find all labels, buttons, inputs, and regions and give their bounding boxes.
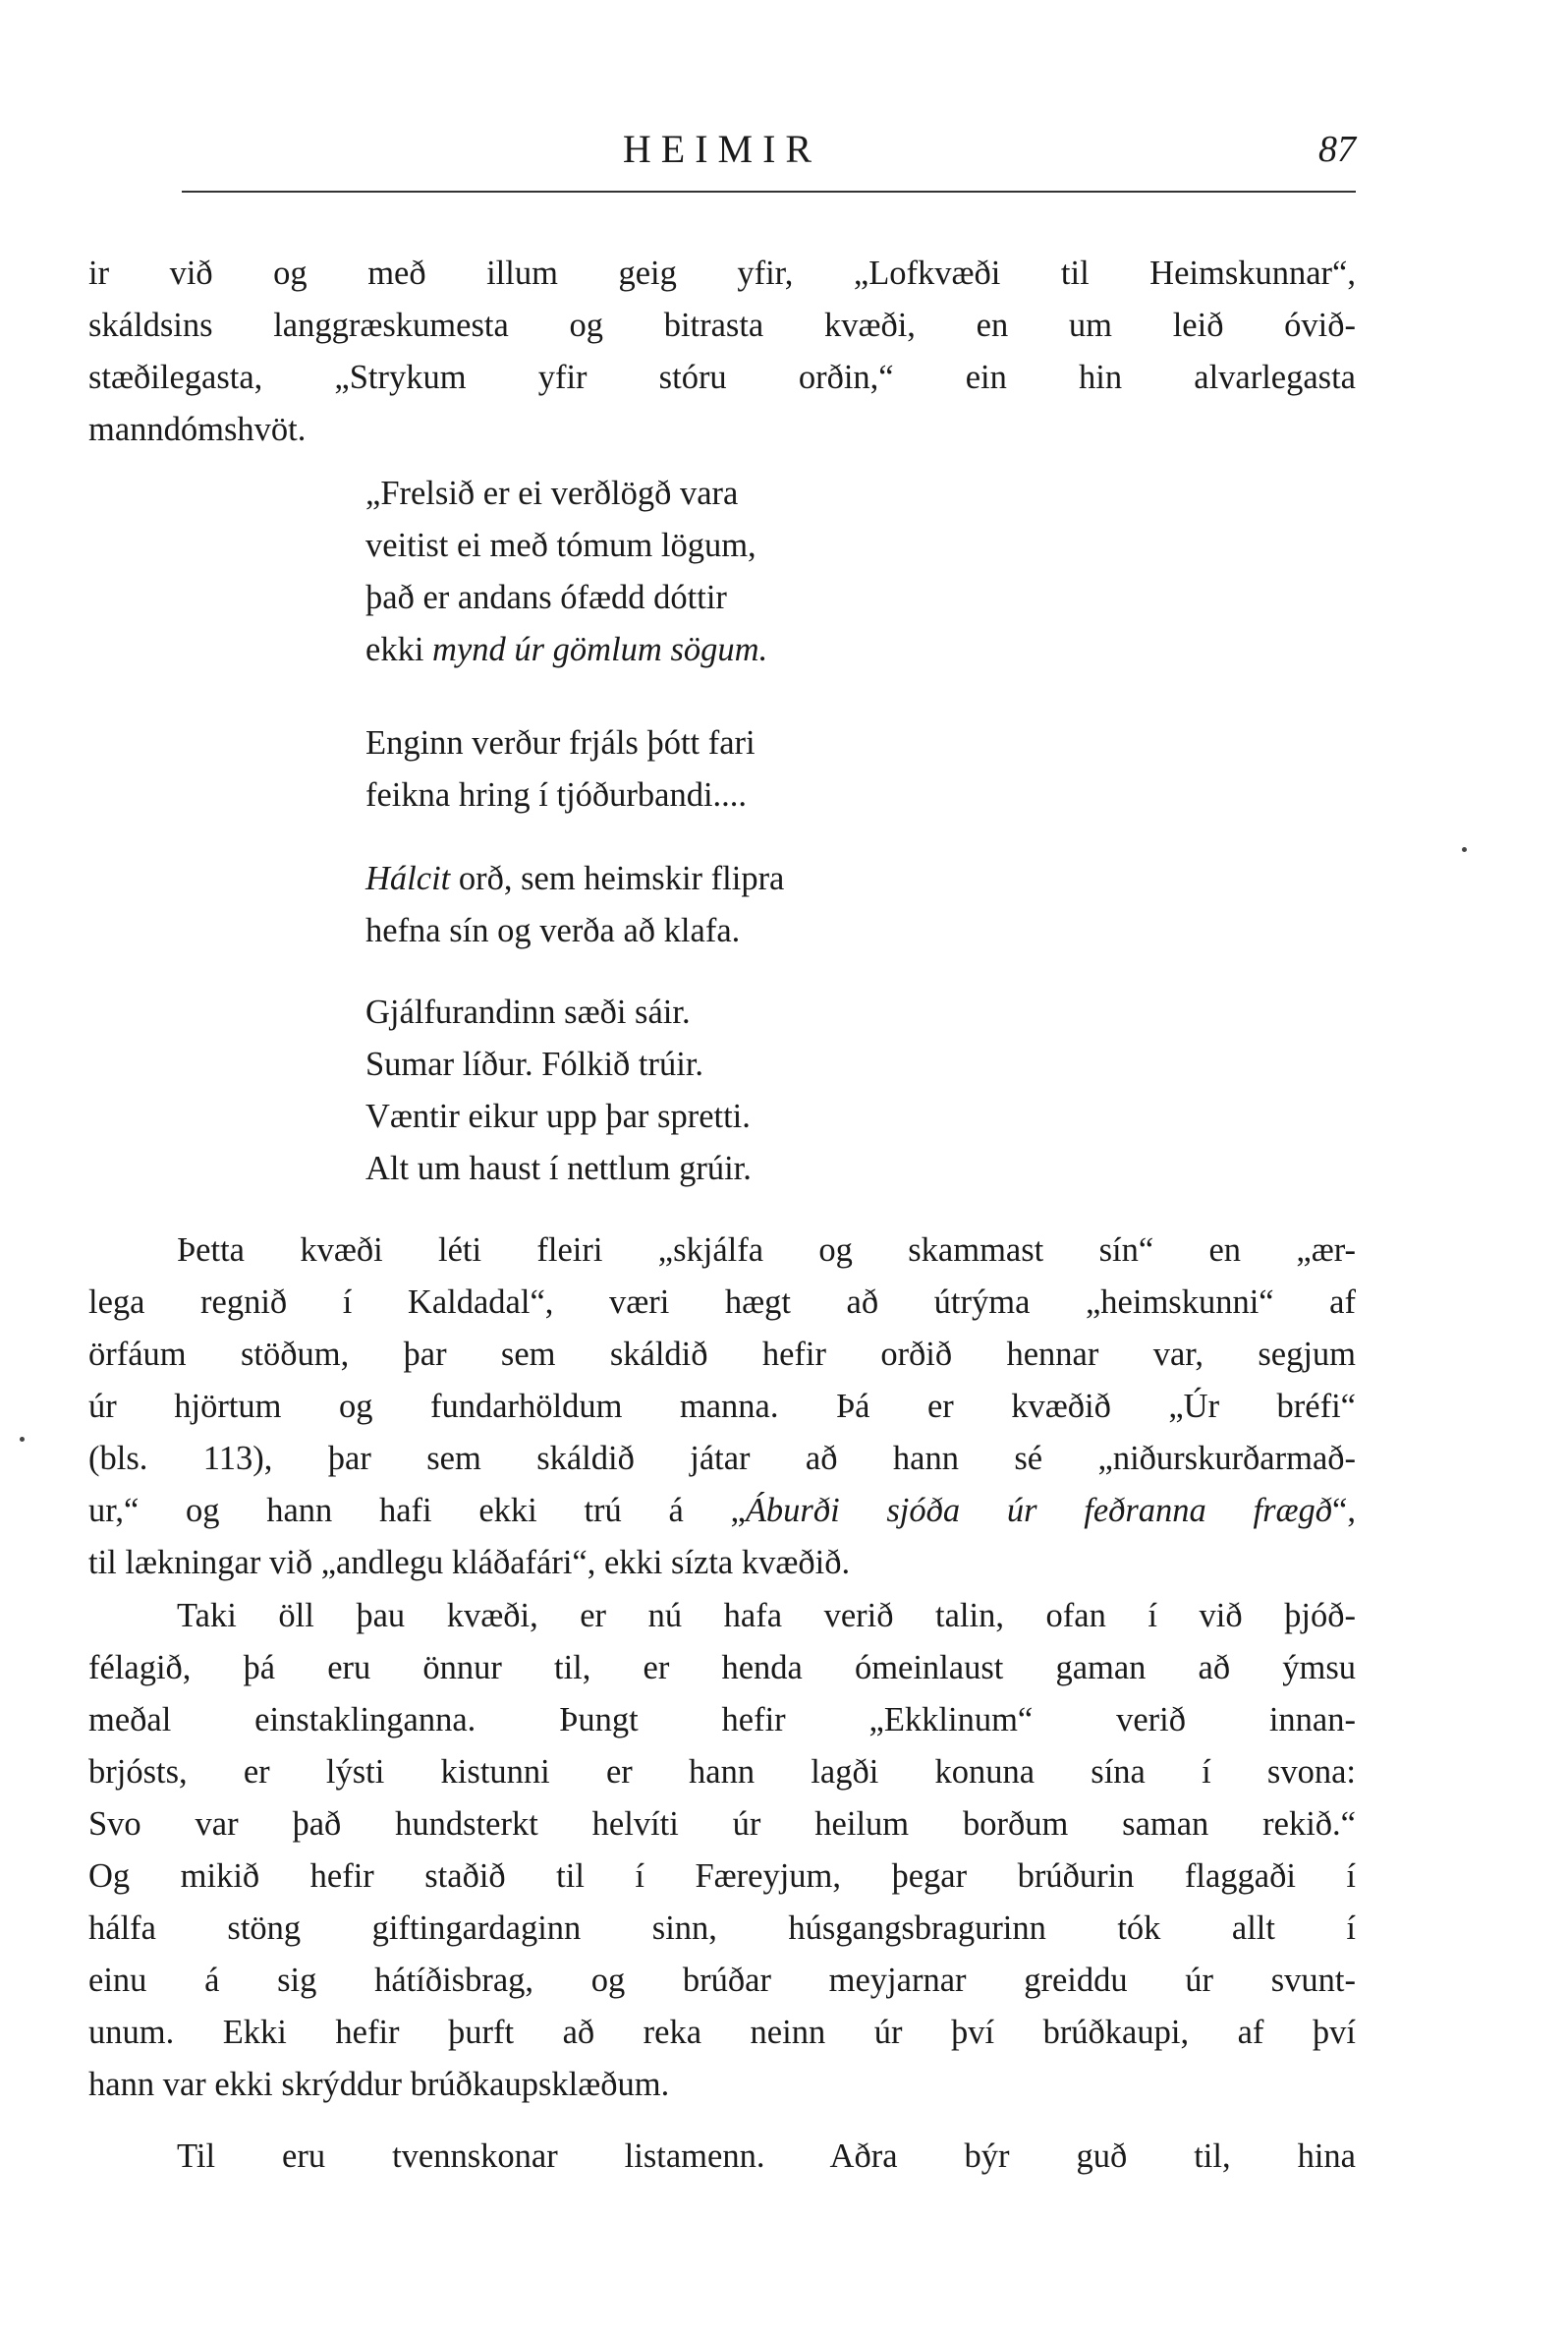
text-line: manndómshvöt. [88, 411, 307, 448]
text-line: einu á sig hátíðisbrag, og brúðar meyjarnar greiddu úr svunt- [88, 1962, 1356, 1999]
page-number: 87 [1318, 129, 1356, 170]
verse-line: Sumar líður. Fólkið trúir. [365, 1046, 704, 1083]
verse-italic: Hálcit [365, 860, 451, 897]
text-line: hálfa stöng giftingardaginn sinn, húsgangsbragurinn tók allt í [88, 1909, 1356, 1947]
text-segment: “, [1332, 1492, 1356, 1529]
text-line: Svo var það hundsterkt helvíti úr heilum borðum saman rekið.“ [88, 1805, 1356, 1843]
text-line: örfáum stöðum, þar sem skáldið hefir orðið hennar var, segjum [88, 1336, 1356, 1373]
text-line: Til eru tvennskonar listamenn. Aðra býr guð til, hina [177, 2137, 1356, 2175]
text-line: lega regnið í Kaldadal“, væri hægt að útrýma „heimskunni“ af [88, 1283, 1356, 1321]
text-line: (bls. 113), þar sem skáldið játar að hann sé „niðurskurðarmað- [88, 1440, 1356, 1477]
text-line: Taki öll þau kvæði, er nú hafa verið talin, ofan í við þjóð- [177, 1597, 1356, 1634]
print-speck [20, 1437, 25, 1442]
verse-line: hefna sín og verða að klafa. [365, 912, 741, 949]
text-line: úr hjörtum og fundarhöldum manna. Þá er kvæðið „Úr bréfi“ [88, 1388, 1356, 1425]
text-line: ir við og með illum geig yfir, „Lofkvæði til Heimskunnar“, [88, 255, 1356, 292]
verse-line: Enginn verður frjáls þótt fari [365, 724, 756, 762]
text-line: skáldsins langgræskumesta og bitrasta kvæði, en um leið óvið- [88, 307, 1356, 344]
verse-line: Væntir eikur upp þar spretti. [365, 1098, 751, 1135]
header-rule [182, 191, 1356, 193]
text-line: unum. Ekki hefir þurft að reka neinn úr því brúðkaupi, af því [88, 2014, 1356, 2051]
poem-stanza-2 [365, 717, 756, 822]
text-line: til lækningar við „andlegu kláðafári“, ekki sízta kvæðið. [88, 1544, 851, 1581]
running-head [88, 126, 1356, 175]
text-line [88, 1485, 1356, 1537]
text-line: Þetta kvæði léti fleiri „skjálfa og skammast sín“ en „ær- [177, 1231, 1356, 1269]
poem-stanza-3 [365, 853, 784, 957]
verse-line: það er andans ófædd dóttir [365, 579, 727, 616]
poem-stanza-4 [365, 987, 752, 1195]
italic-title: Áburði sjóða úr feðranna frægð [745, 1492, 1333, 1529]
verse-line: „Frelsið er ei verðlögð vara [365, 475, 739, 512]
text-line: félagið, þá eru önnur til, er henda ómeinlaust gaman að ýmsu [88, 1649, 1356, 1686]
print-speck [1462, 847, 1467, 852]
text-line: meðal einstaklinganna. Þungt hefir „Ekklinum“ verið innan- [88, 1701, 1356, 1738]
text-line: Og mikið hefir staðið til í Færeyjum, þegar brúðurin flaggaði í [88, 1857, 1356, 1895]
text-segment: ur,“ og hann hafi ekki trú á „ [88, 1492, 746, 1529]
verse-line: veitist ei með tómum lögum, [365, 527, 756, 564]
text-line: stæðilegasta, „Strykum yfir stóru orðin,“ ein hin alvarlegasta [88, 359, 1356, 396]
verse-line [365, 853, 784, 905]
verse-line: Gjálfurandinn sæði sáir. [365, 994, 691, 1031]
paragraph-1 [88, 248, 1356, 456]
header-title: HEIMIR [622, 127, 822, 171]
poem-stanza-1 [365, 468, 767, 676]
verse-text: ekki [365, 631, 433, 668]
text-line: hann var ekki skrýddur brúðkaupsklæðum. [88, 2066, 670, 2103]
verse-line: Alt um haust í nettlum grúir. [365, 1150, 752, 1187]
paragraph-3 [88, 1590, 1356, 2111]
verse-line: feikna hring í tjóðurbandi.... [365, 776, 748, 814]
verse-line [365, 624, 767, 676]
text-line: brjósts, er lýsti kistunni er hann lagði konuna sína í svona: [88, 1753, 1356, 1791]
paragraph-2 [88, 1224, 1356, 1589]
verse-text: orð, sem heimskir flipra [450, 860, 785, 897]
verse-italic: mynd úr gömlum sögum. [432, 631, 768, 668]
paragraph-4 [88, 2131, 1356, 2183]
